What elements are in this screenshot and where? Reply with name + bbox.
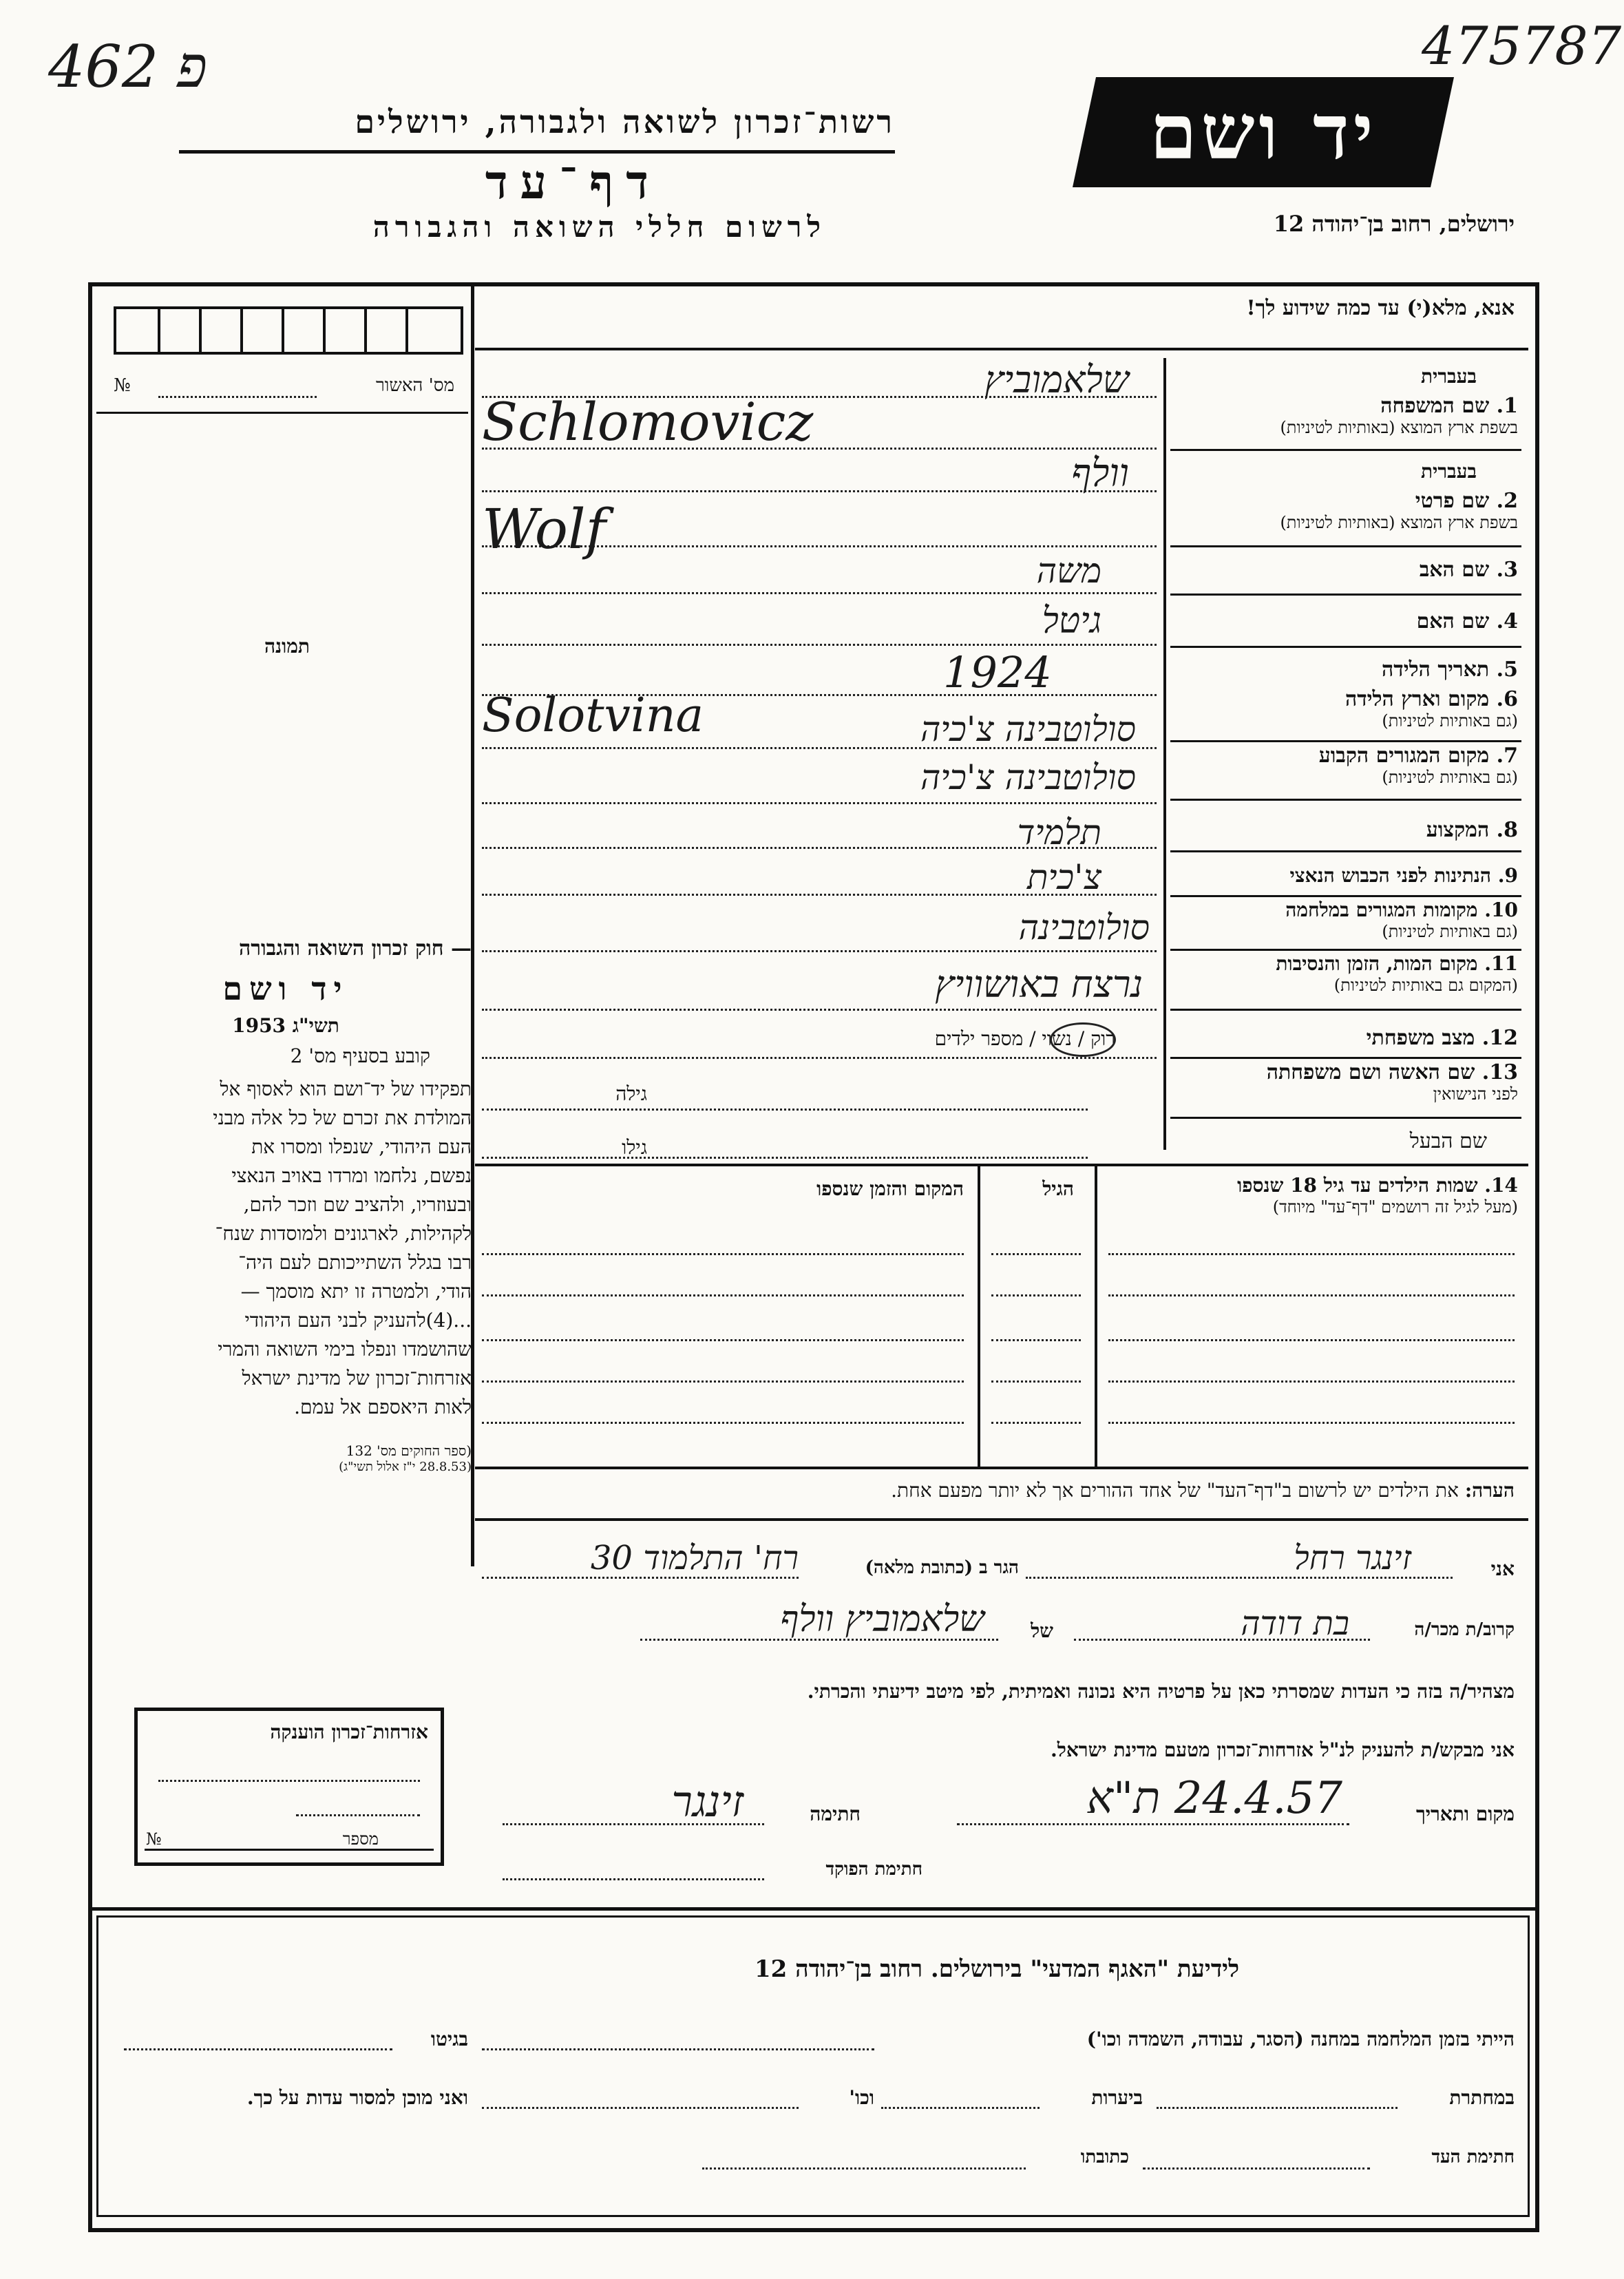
firstname-latin-value: Wolf bbox=[482, 497, 607, 561]
death-place-value: נרצח באושוויץ bbox=[935, 963, 1143, 1006]
surname-latin-value: Schlomovicz bbox=[482, 391, 814, 452]
mother-name-value: גיטל bbox=[1042, 600, 1101, 642]
profession-value: תלמיד bbox=[1017, 812, 1101, 852]
children-age-header: הגיל bbox=[1042, 1177, 1074, 1200]
place-date-label: מקום ותאריך bbox=[1415, 1803, 1515, 1825]
children-table-top bbox=[475, 1164, 1528, 1166]
father-name-value: משה bbox=[1036, 551, 1101, 591]
form-title: דף־עד bbox=[485, 155, 661, 210]
footer-line3-a: חתימת העד bbox=[1431, 2147, 1515, 2167]
field-9-label: 9. הנתינות לפני הכבוש הנאצי bbox=[1289, 864, 1518, 887]
children-label: 14. שמות הילדים עד גיל 18 שנספו (מעל לגיל זה רושמים "דף־עד" מיוחד) bbox=[1237, 1174, 1518, 1217]
approval-label: מס' האשור bbox=[375, 375, 454, 396]
certificate-number-label: מספר bbox=[342, 1829, 379, 1849]
request-text: אני מבקש/ת להעניק לנ"ל אזרחות־זכרון מטעם מדינת ישראל. bbox=[1050, 1739, 1515, 1761]
field-8-label: 8. המקצוע bbox=[1426, 818, 1518, 842]
form-subtitle: לרשום חללי השואה והגבורה bbox=[372, 210, 826, 244]
approval-no-symbol: № bbox=[114, 375, 131, 396]
intro-text: אנא, מלא(י) עד כמה שידוע לך! bbox=[1246, 296, 1515, 320]
signature-label: חתימה bbox=[810, 1803, 861, 1825]
birth-date-value: 1924 bbox=[943, 647, 1052, 697]
declarant-i-label: אני bbox=[1490, 1557, 1515, 1580]
field-13-label: 13. שם האשה ושם משפחתה לפני הנישואין bbox=[1266, 1060, 1518, 1104]
photo-label: תמונה bbox=[264, 635, 310, 658]
intro-underline bbox=[475, 348, 1528, 350]
birth-place-latin-value: Solotvina bbox=[482, 689, 704, 743]
field-11-label: 11. מקום המות, הזמן והנסיבות (המקום גם באותיות לטיניות) bbox=[1276, 952, 1518, 995]
surname-hebrew-value: שלאמוביץ bbox=[984, 358, 1129, 401]
relation-value: בת דודה bbox=[1241, 1604, 1349, 1643]
husband-name-label: שם הבעל bbox=[1409, 1129, 1487, 1153]
of-label: של bbox=[1031, 1619, 1053, 1642]
footer-line1-a: הייתי בזמן המלחמה במחנה (הסגר, עבודה, השמדה וכו') bbox=[1086, 2028, 1515, 2050]
institution-name: רשות־זכרון לשואה ולגבורה, ירושלים bbox=[355, 103, 895, 140]
label-column-divider bbox=[1163, 358, 1166, 1150]
field-10-label: 10. מקומות המגורים במלחמה (גם באותיות לטיניות) bbox=[1285, 899, 1518, 941]
certificate-box bbox=[134, 1708, 444, 1866]
law-panel: — חוק זכרון השואה והגבורה יד ושם תשי"ג 1953 קובע בסעיף מס' 2 תפקידו של יד־ושם הוא לאסוף אל המולדת את זכרם של כל אלה מבני העם היהודי, שנפלו ומסרו את נפשם, נלחמו ומרדו באויב הנאצי ובעוזריו, ולהציב שם וזכר להם, לקהילות, לארגונים ולמוסדות שנח־ רבו בגלל השתייכותם לעם היה־ הודי, ולמטרה זו יתא מוסמך — ...(4)להעניק לבני העם היהודי שהושמדו ונפלו בימי השואה והמרי אזרחות־זכרון של מדינת ישראל לאות היאספם אל עמם. (ספר החוקים מס' 132 (28.8.53 י"ז אלול תשי"ג) bbox=[213, 936, 472, 1474]
top-right-handwritten-number: 475787 bbox=[1422, 15, 1622, 76]
marital-status-circle bbox=[1050, 1022, 1116, 1057]
approval-line bbox=[158, 396, 317, 398]
of-name-value: שלאמוביץ וולף bbox=[780, 1599, 984, 1640]
field-2-label: בעברית 2. שם פרטי בשפת ארץ המוצא (באותיות לטיניות) bbox=[1280, 460, 1518, 532]
children-place-header: המקום והזמן שנספו bbox=[816, 1177, 964, 1200]
place-date-value: 24.4.57 ת"א bbox=[1086, 1773, 1342, 1824]
footer-line3-b: כתובתו bbox=[1080, 2147, 1129, 2167]
declarant-signature: זינגר bbox=[671, 1776, 744, 1827]
marital-status-options: רוק / נשוי / מספר ילדים bbox=[934, 1027, 1115, 1050]
footer-title: לידיעת "האגף המדעי" בירושלים. רחוב בן־יהודה 12 bbox=[755, 1955, 1239, 1983]
field-3-label: 3. שם האב bbox=[1419, 558, 1518, 582]
birth-place-value: סולוטבינה צ'כיה bbox=[920, 709, 1136, 749]
footer-line2-c: וכו' bbox=[849, 2086, 874, 2109]
declarant-address-value: רח' התלמוד 30 bbox=[590, 1539, 799, 1577]
husband-age-label: גילו bbox=[622, 1136, 647, 1159]
field-4-label: 4. שם האם bbox=[1416, 609, 1518, 633]
field-12-label: 12. מצב משפחתי bbox=[1366, 1026, 1518, 1050]
footer-line2-a: במחתרת bbox=[1449, 2086, 1515, 2109]
field-1-label: בעברית 1. שם המשפחה בשפת ארץ המוצא (באותיות לטיניות) bbox=[1280, 365, 1518, 437]
institution-underline bbox=[179, 150, 895, 154]
declaration-text: מצהיר/ה בזה כי העדות שמסרתי כאן על פרטיה היא נכונה ואמיתית, לפי מיטב ידיעתי והכרתי. bbox=[807, 1680, 1515, 1703]
footer-divider bbox=[88, 1907, 1535, 1911]
certificate-number-symbol: № bbox=[146, 1829, 162, 1849]
declarant-address-label: הגר ב (כתובת מלאה) bbox=[865, 1557, 1019, 1578]
wartime-residence-value: סולוטבינה bbox=[1018, 907, 1150, 947]
approval-number-box bbox=[114, 306, 463, 355]
field-7-label: 7. מקום המגורים הקבוע (גם באותיות לטיניות) bbox=[1318, 744, 1518, 787]
certificate-title: אזרחות־זכרון הוענקה bbox=[270, 1721, 428, 1743]
footer-line2-d: ואני מוכן למסור עדות על כך. bbox=[246, 2086, 468, 2109]
firstname-hebrew-value: וולף bbox=[1071, 451, 1129, 496]
residence-value: סולוטבינה צ'כיה bbox=[920, 757, 1136, 797]
footer-line1-b: בגיטו bbox=[430, 2028, 468, 2050]
top-left-handwritten-number: פ 462 bbox=[48, 33, 208, 101]
official-signature-label: חתימת הפוקד bbox=[825, 1859, 922, 1880]
field-5-label: 5. תאריך הלידה bbox=[1382, 658, 1518, 682]
yad-vashem-logo: יד ושם bbox=[1073, 77, 1454, 187]
citizenship-value: צ'כית bbox=[1027, 857, 1101, 897]
field-6-label: 6. מקום וארץ הלידה (גם באותיות לטיניות) bbox=[1344, 687, 1518, 731]
wife-age-label: גילה bbox=[615, 1082, 647, 1105]
approval-separator bbox=[96, 412, 468, 414]
remark: הערה: את הילדים יש לרשום ב"דף־העד" של אחד ההורים אך לא יותר מפעם אחת. bbox=[891, 1479, 1515, 1502]
relation-label: קרוב/ת מכר/ה bbox=[1414, 1619, 1515, 1640]
footer-line2-b: ביערות bbox=[1091, 2086, 1143, 2109]
institution-address: ירושלים, רחוב בן־יהודה 12 bbox=[1273, 211, 1515, 237]
declarant-name-value: זינגר רחל bbox=[1294, 1539, 1411, 1577]
